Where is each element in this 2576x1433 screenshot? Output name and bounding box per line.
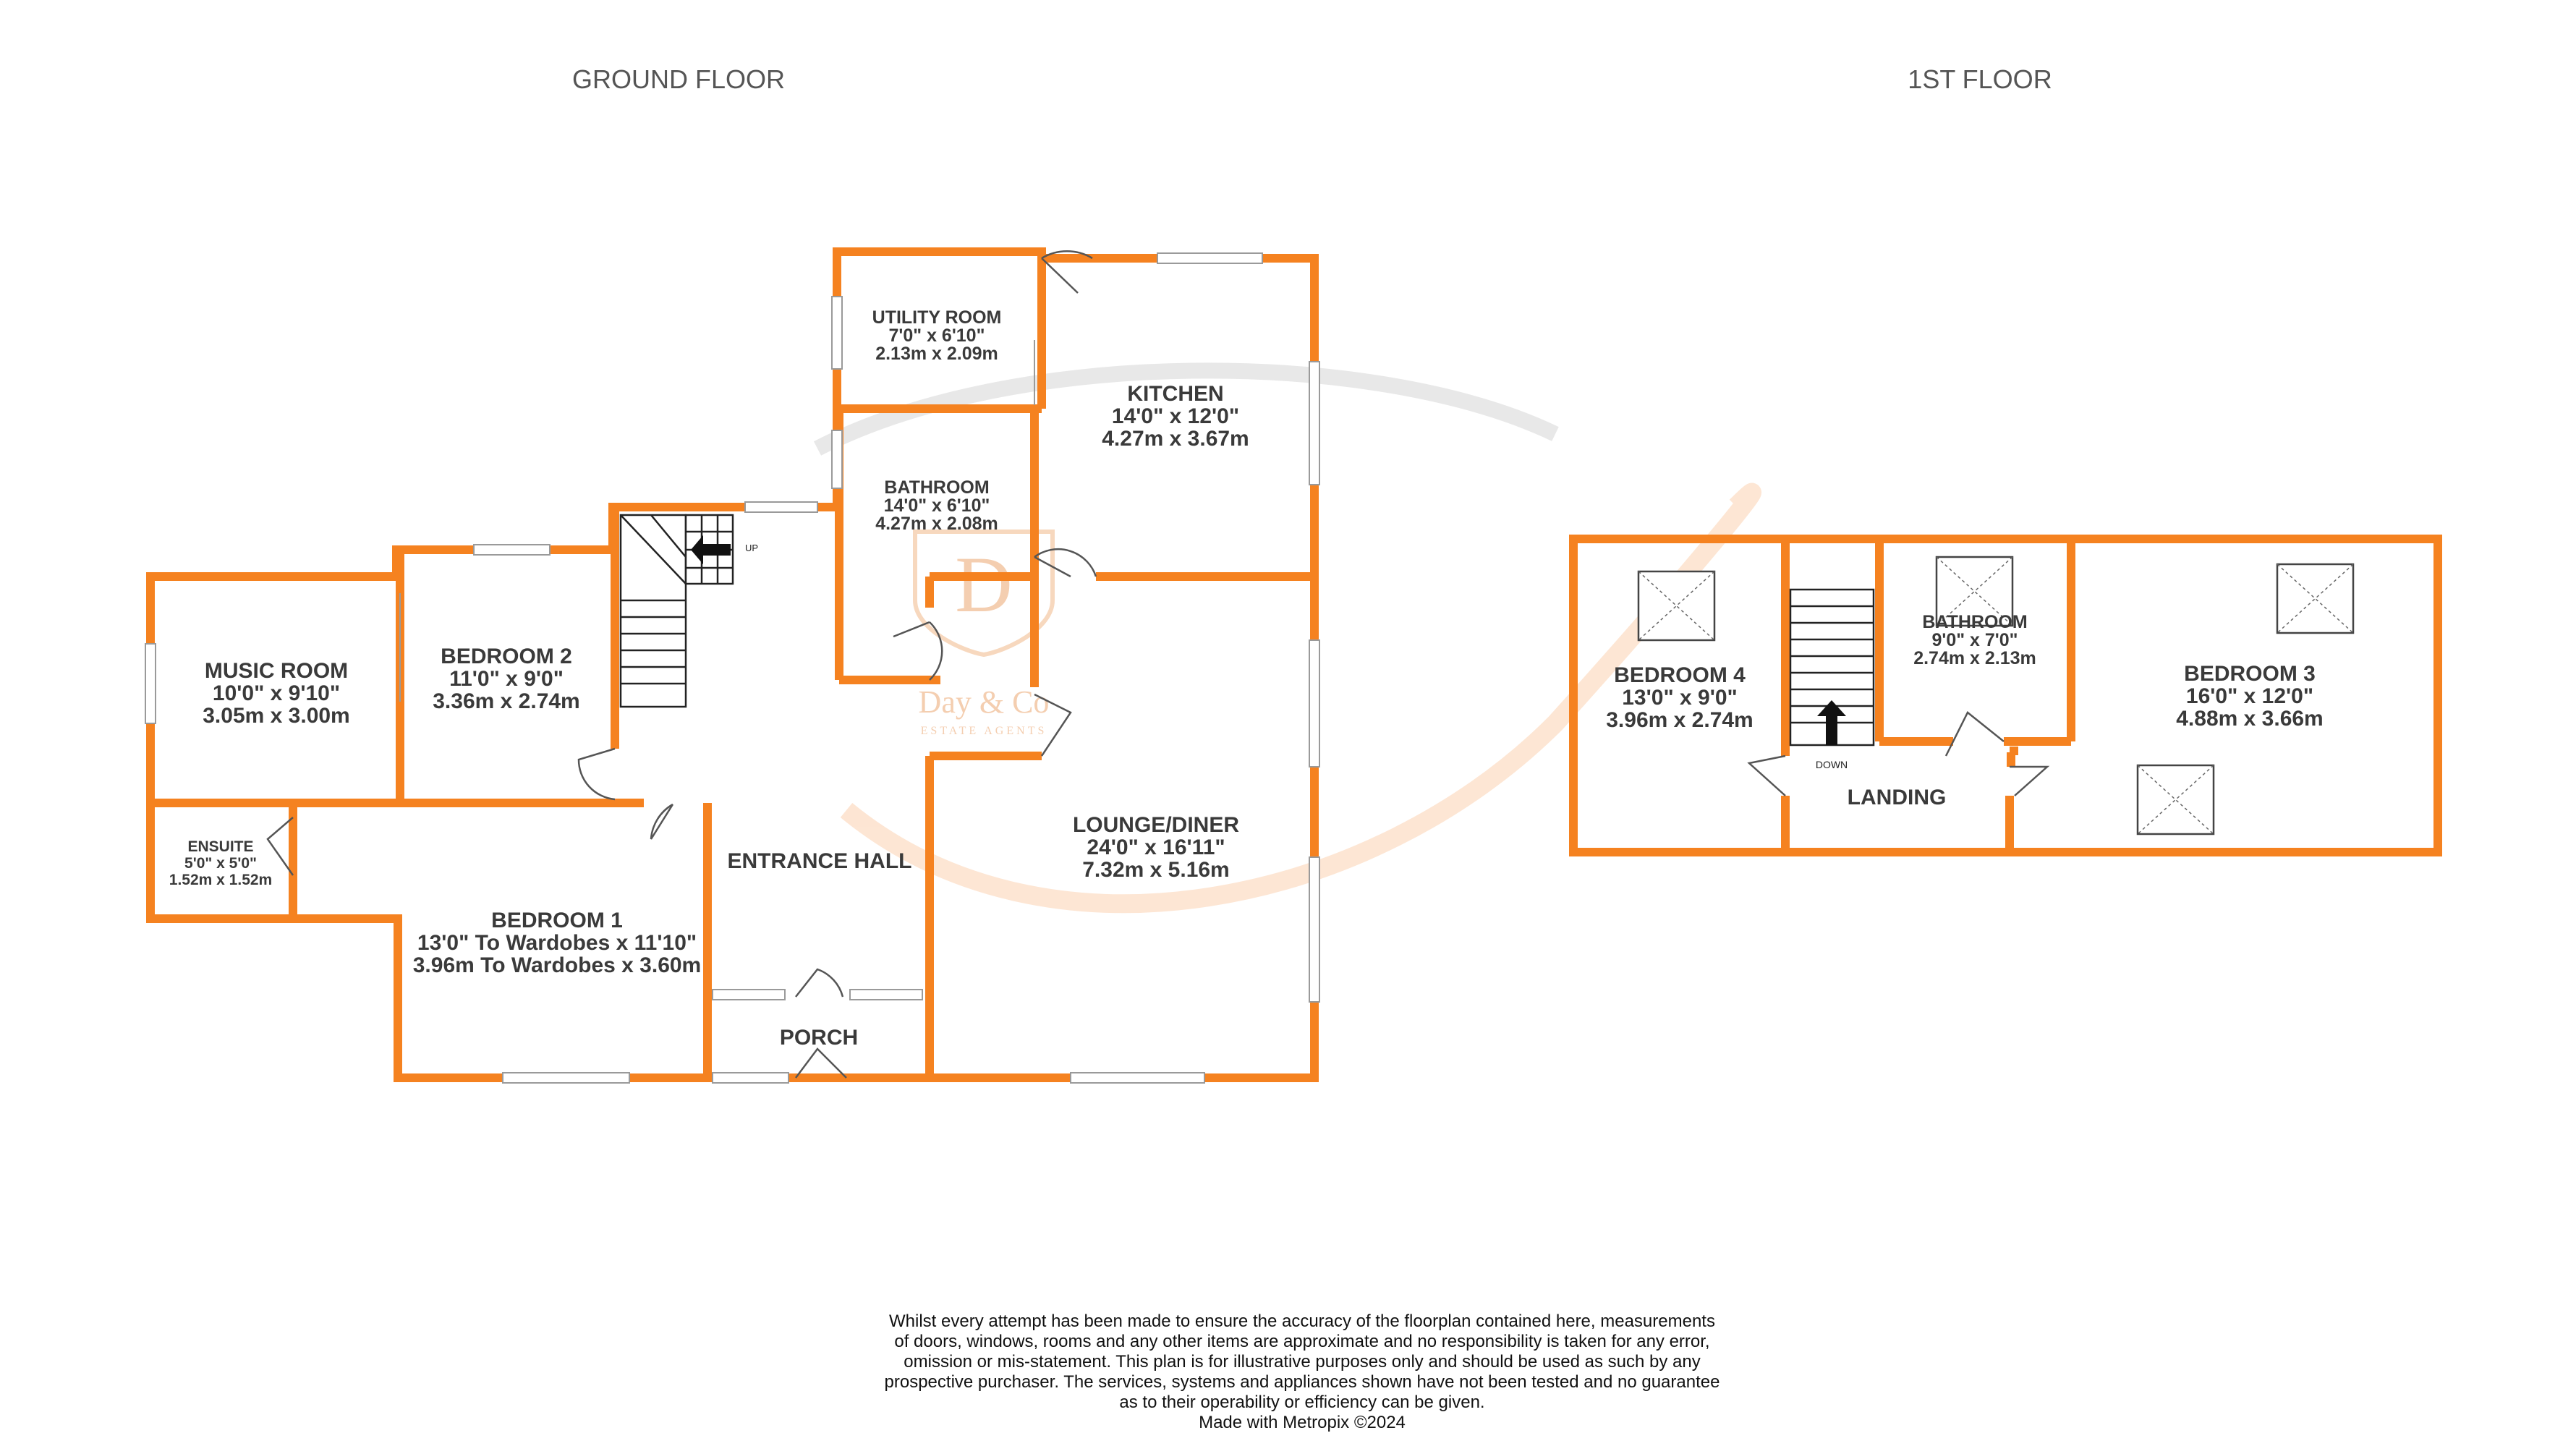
room-dimensions-imperial: 16'0" x 12'0" [2185,684,2314,708]
window [832,297,842,369]
first-floor-title: 1ST FLOOR [1908,64,2052,94]
watermark-tagline: ESTATE AGENTS [920,725,1047,737]
room-name: MUSIC ROOM [204,659,349,683]
window [1309,640,1319,767]
stairs-up-label: UP [745,543,759,553]
disclaimer-text: Whilst every attempt has been made to ensure the accuracy of the floorplan contained here, measurements of doors, windows, rooms and any other items are approximate and no responsibility is taken for any error, omission or mis-statement. This plan is for illustrative purposes only and should be used as such by any prospective purchaser. The services, systems and appliances shown have not been tested and no guarantee as to their operability or efficiency can be given. Made with Metropix ©2024 [884,1311,1720,1432]
room-dimensions-metric: 2.13m x 2.09m [875,344,998,364]
room-name: ENSUITE [187,838,254,855]
room-bedroom3 [2176,662,2323,731]
door [1749,756,1785,796]
room-dimensions-metric: 1.52m x 1.52m [169,872,273,888]
window [474,545,550,555]
window [1157,253,1262,263]
room-name: KITCHEN [1127,382,1224,406]
window [503,1073,629,1083]
room-dimensions-metric: 4.88m x 3.66m [2176,707,2324,731]
door [1034,549,1096,577]
room-name: BEDROOM 1 [491,909,623,932]
window [832,430,842,488]
room-music [203,659,349,728]
room-dimensions-imperial: 14'0" x 12'0" [1111,404,1240,428]
room-dimensions-metric: 4.27m x 2.08m [875,514,998,534]
room-name: LOUNGE/DINER [1072,813,1240,837]
window [1071,1073,1204,1083]
window [1309,362,1319,485]
room-name: UTILITY ROOM [872,307,1002,328]
room-bedroom2 [433,645,579,713]
room-dimensions-imperial: 14'0" x 6'10" [883,496,990,516]
room-landing [1848,786,1947,809]
room-name: BEDROOM 4 [1614,663,1746,687]
window [713,1073,788,1083]
window [145,644,156,723]
room-dimensions-metric: 2.74m x 2.13m [1913,648,2036,668]
room-dimensions-metric: 3.96m To Wardobes x 3.60m [412,953,702,977]
watermark-logo [817,370,1752,903]
door [579,749,615,799]
door [1946,713,2004,756]
skylight [1638,571,1714,640]
room-name: BEDROOM 2 [441,645,572,668]
door [651,804,673,839]
room-bedroom1 [413,909,701,977]
room-dimensions-imperial: 24'0" x 16'11" [1087,835,1225,859]
room-lounge-diner [1073,813,1239,882]
room-dimensions-imperial: 10'0" x 9'10" [212,681,341,705]
room-kitchen [1102,382,1249,451]
room-dimensions-imperial: 11'0" x 9'0" [449,667,564,691]
window [1309,857,1319,1002]
room-name: BATHROOM [1922,612,2028,632]
room-bedroom4 [1606,663,1753,732]
room-name: ENTRANCE HALL [727,849,912,873]
staircase [1790,590,1874,770]
room-utility [872,307,1002,364]
room-dimensions-imperial: 7'0" x 6'10" [888,326,985,346]
watermark-name: Day & Co [918,684,1050,720]
room-dimensions-imperial: 9'0" x 7'0" [1931,630,2018,650]
room-bathroom-first [1913,612,2036,668]
ground-floor-title: GROUND FLOOR [571,64,786,94]
skylight [2138,765,2214,834]
window [850,990,922,1000]
room-porch [780,1026,858,1050]
window [713,990,785,1000]
room-name: PORCH [779,1026,859,1050]
window [745,502,817,512]
first-floor-plan [1573,539,2438,852]
room-name: BATHROOM [884,477,990,498]
room-dimensions-metric: 3.05m x 3.00m [203,704,350,728]
room-dimensions-metric: 7.32m x 5.16m [1082,858,1230,882]
room-ensuite [169,838,272,888]
room-dimensions-imperial: 13'0" x 9'0" [1622,686,1738,710]
room-name: BEDROOM 3 [2184,662,2316,686]
room-name: LANDING [1847,786,1947,809]
room-entrance-hall [728,849,912,873]
door [796,969,843,997]
room-dimensions-metric: 3.96m x 2.74m [1606,708,1754,732]
room-dimensions-metric: 4.27m x 3.67m [1102,427,1249,451]
staircase [621,515,758,707]
room-dimensions-imperial: 5'0" x 5'0" [184,855,257,872]
room-dimensions-metric: 3.36m x 2.74m [433,689,580,713]
watermark-letter: D [955,540,1013,629]
room-bathroom [875,477,998,534]
skylight [2277,564,2353,633]
room-dimensions-imperial: 13'0" To Wardobes x 11'10" [417,931,697,955]
stairs-down-label: DOWN [1815,759,1848,770]
door [2010,767,2047,796]
